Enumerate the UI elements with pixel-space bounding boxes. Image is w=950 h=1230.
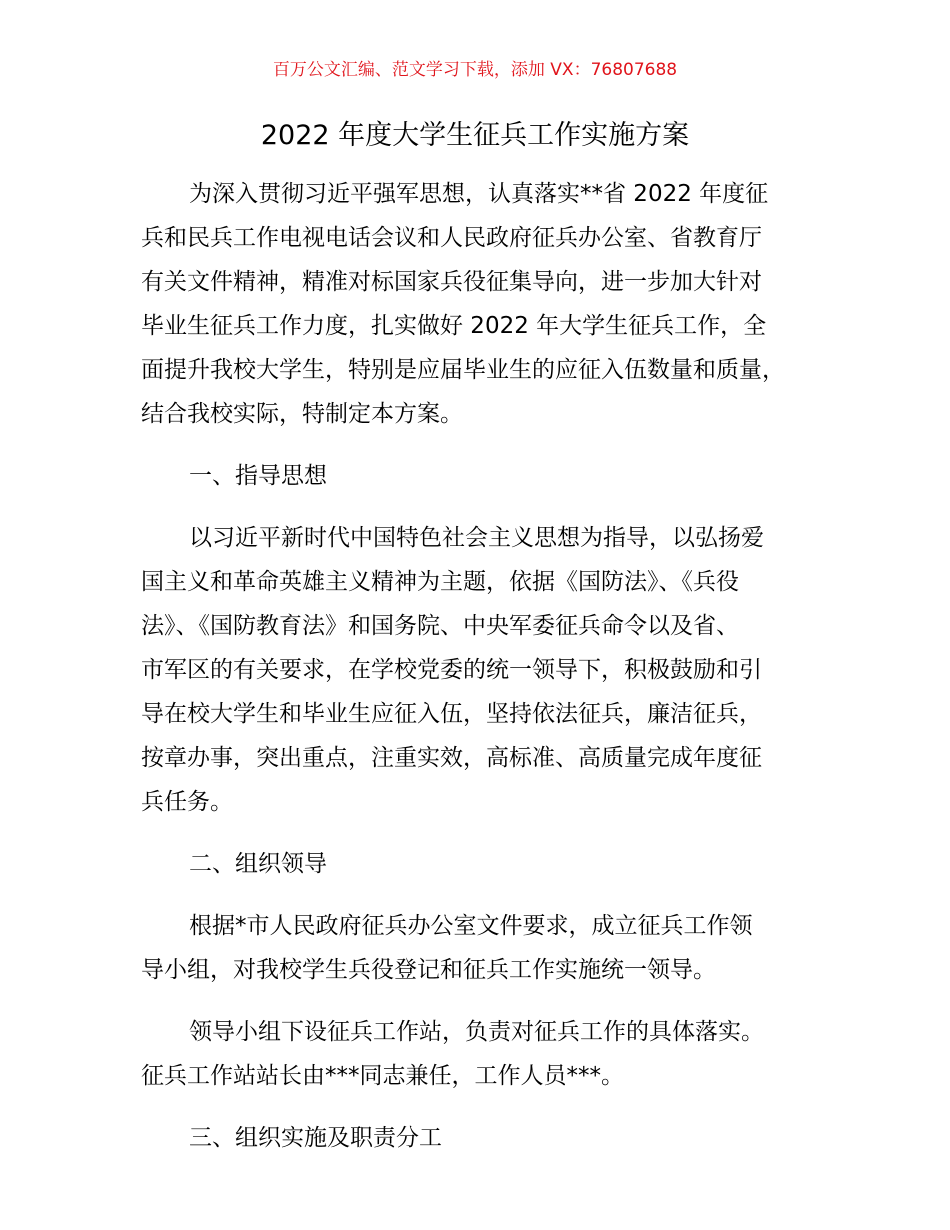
- text-line: 毕业生征兵工作力度，扎实做好 2022 年大学生征兵工作，全: [141, 313, 767, 339]
- intro-paragraph: [141, 172, 831, 436]
- text-line: 以习近平新时代中国特色社会主义思想为指导，以弘扬爱: [189, 525, 764, 551]
- text-line: 结合我校实际，特制定本方案。: [141, 401, 463, 427]
- leadership-paragraph-2: [141, 1010, 831, 1098]
- text-line: 领导小组下设征兵工作站，负责对征兵工作的具体落实。: [189, 1019, 764, 1045]
- text-line: 市军区的有关要求，在学校党委的统一领导下，积极鼓励和引: [141, 657, 762, 683]
- text-line: 导小组，对我校学生兵役登记和征兵工作实施统一领导。: [141, 957, 716, 983]
- text-line: 法》、《国防教育法》和国务院、中央军委征兵命令以及省、: [141, 613, 739, 639]
- text-line: 兵任务。: [141, 789, 233, 815]
- leadership-paragraph-1: [141, 904, 831, 992]
- section-heading-guiding-ideology: 一、指导思想: [189, 463, 327, 489]
- guiding-ideology-paragraph: [141, 516, 831, 824]
- watermark-header: 百万公文汇编、范文学习下载，添加 VX：76807688: [272, 60, 678, 80]
- text-line: 根据*市人民政府征兵办公室文件要求，成立征兵工作领: [189, 913, 753, 939]
- section-heading-implementation: 三、组织实施及职责分工: [189, 1125, 442, 1151]
- text-line: 国主义和革命英雄主义精神为主题，依据《国防法》、《兵役: [141, 569, 739, 595]
- document-title: 2022 年度大学生征兵工作实施方案: [260, 120, 690, 151]
- text-line: 导在校大学生和毕业生应征入伍，坚持依法征兵，廉洁征兵，: [141, 701, 762, 727]
- text-line: 兵和民兵工作电视电话会议和人民政府征兵办公室、省教育厅: [141, 225, 762, 251]
- text-line: 按章办事，突出重点，注重实效，高标准、高质量完成年度征: [141, 745, 762, 771]
- text-line: 面提升我校大学生，特别是应届毕业生的应征入伍数量和质量，: [141, 357, 785, 383]
- text-line: 征兵工作站站长由***同志兼任，工作人员***。: [141, 1063, 624, 1089]
- section-heading-leadership: 二、组织领导: [189, 851, 327, 877]
- text-line: 为深入贯彻习近平强军思想，认真落实**省 2022 年度征: [189, 181, 769, 207]
- text-line: 有关文件精神，精准对标国家兵役征集导向，进一步加大针对: [141, 269, 762, 295]
- document-body: [141, 172, 831, 1178]
